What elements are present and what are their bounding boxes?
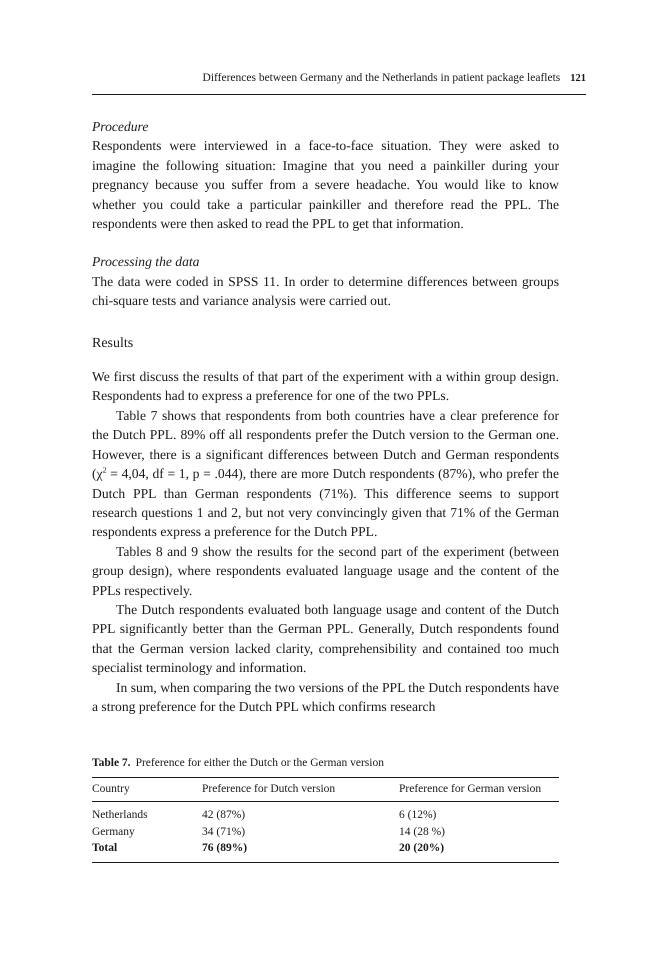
results-paragraph-1: We first discuss the results of that part of the experiment with a within group design. Respondents had to express a preference for one of the two PPLs. (92, 369, 559, 404)
processing-paragraph: The data were coded in SPSS 11. In order to determine differences between groups chi-square tests and variance analysis were carried out. (92, 273, 559, 309)
table-row (92, 824, 559, 841)
results-paragraph-2 (92, 406, 559, 542)
cell-total-label: Total (92, 842, 118, 854)
results-paragraph-2-start: Table 7 shows that respondents from both countries have a clear preference for the Dutch PPL. 89% off all respondents prefer the Dutch version to the German one. However, there is a significant differences between Dutch and German respondents (χ (92, 407, 559, 482)
table-row (92, 802, 559, 824)
table-caption-text: Preference for either the Dutch or the German version (135, 757, 384, 769)
running-head-title: Differences between Germany and the Netherlands in patient package leaflets (202, 72, 561, 84)
running-head (92, 72, 586, 95)
cell-dutch: 42 (87%) (202, 809, 246, 821)
table-header-row (92, 778, 559, 802)
body-text (92, 117, 559, 716)
procedure-paragraph: Respondents were interviewed in a face-to-face situation. They were asked to imagine the following situation: Imagine that you need a painkiller during your pregnancy because you suffer from a severe headache. You would like to know whether you could take a particular painkiller and therefore read the PPL. The respondents were then asked to read the PPL to get that information. (92, 138, 559, 232)
cell-total-dutch: 76 (89%) (202, 842, 248, 854)
procedure-heading: Procedure (92, 119, 149, 134)
results-heading: Results (92, 335, 134, 351)
cell-german: 14 (28 %) (399, 825, 445, 838)
header-dutch: Preference for Dutch version (202, 778, 399, 802)
cell-country: Netherlands (92, 809, 148, 821)
results-paragraph-5: In sum, when comparing the two versions of the PPL the Dutch respondents have a strong preference for the Dutch PPL which confirms research (92, 679, 559, 714)
table-label: Table 7. (92, 757, 131, 769)
results-paragraph-4: The Dutch respondents evaluated both language usage and content of the Dutch PPL significantly better than the German PPL. Generally, Dutch respondents found that the German version lacked clarity, comprehensibility and contained too much specialist terminology and information. (92, 601, 559, 676)
cell-dutch: 34 (71%) (202, 825, 246, 838)
chi-square-superscript: 2 (102, 465, 107, 475)
table-7 (92, 757, 559, 863)
cell-total-german: 20 (20%) (399, 842, 445, 854)
table-total-row (92, 840, 559, 862)
cell-german: 6 (12%) (399, 809, 437, 821)
page-number: 121 (570, 73, 586, 84)
processing-heading: Processing the data (92, 254, 200, 270)
header-country: Country (92, 778, 202, 802)
results-paragraph-2-end: = 4,04, df = 1, p = .044), there are more Dutch respondents (87%), who prefer the Dutch PPL than German respondents (71%). This difference seems to support research questions 1 and 2, but not very convincingly given that 71% of the German respondents express a preference for the Dutch PPL. (92, 466, 559, 540)
results-paragraph-3: Tables 8 and 9 show the results for the second part of the experiment (between group design), where respondents evaluated language usage and the content of the PPLs respectively. (92, 543, 559, 598)
header-german: Preference for German version (399, 778, 559, 802)
preference-table (92, 777, 559, 863)
cell-country: Germany (92, 825, 135, 838)
table-caption (92, 757, 559, 769)
